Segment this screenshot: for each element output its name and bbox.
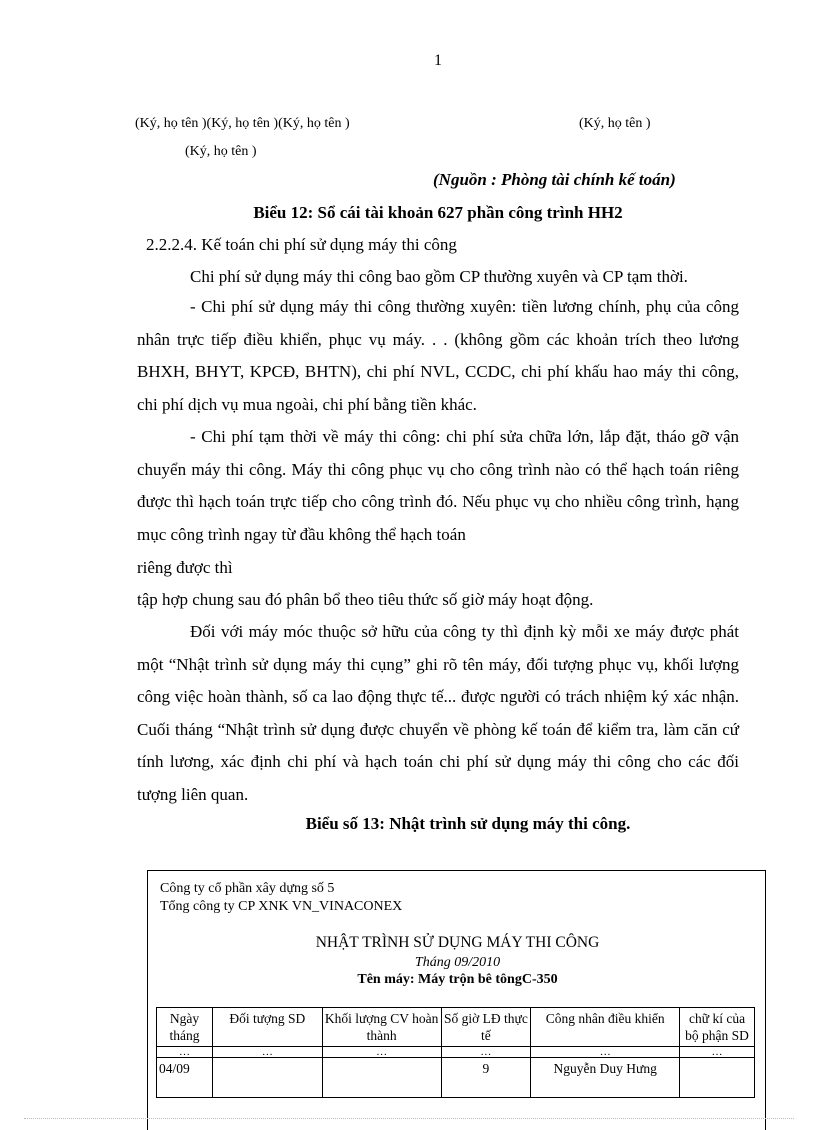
- company-name: Công ty cổ phần xây dựng số 5: [160, 881, 335, 896]
- table13-caption: Biểu số 13: Nhật trình sử dụng máy thi công.: [305, 814, 631, 833]
- table-cell-signature: [680, 1058, 755, 1098]
- corporation-name: Tổng công ty CP XNK VN_VINACONEX: [160, 899, 403, 914]
- col-header-date: Ngày tháng: [157, 1008, 213, 1047]
- paragraph-ownership: Đối với máy móc thuộc sở hữu của công ty thì định kỳ mỗi xe máy được phát một “Nhật trình sử dụng máy thi cụng” ghi rõ tên máy, đối tượng phục vụ, khối lượng công việc hoàn thành, số ca lao động thực tế... được người có trách nhiệm ký xác nhận. Cuối tháng “Nhật trình sử dụng được chuyển về phòng kế toán để kiểm tra, làm căn cứ tính lương, xác định chi phí và hạch toán chi phí sử dụng máy thi công cho các đối tượng liên quan.: [137, 622, 739, 804]
- signature-row-second: (Ký, họ tên ): [185, 144, 257, 159]
- log-month: Tháng 09/2010: [414, 955, 501, 970]
- table-row: [157, 1058, 755, 1098]
- signature-row-right: (Ký, họ tên ): [579, 116, 651, 131]
- table-cell: …: [212, 1047, 322, 1058]
- table-cell: …: [157, 1047, 213, 1058]
- table-cell-object: [212, 1058, 322, 1098]
- intro-line: Chi phí sử dụng máy thi công bao gồm CP thường xuyên và CP tạm thời.: [190, 267, 688, 286]
- page-number: 1: [434, 52, 442, 69]
- table12-caption: Biểu 12: Sổ cái tài khoản 627 phần công trình HH2: [253, 203, 623, 222]
- section-heading: 2.2.2.4. Kế toán chi phí sử dụng máy thi công: [146, 235, 457, 254]
- table-cell: …: [680, 1047, 755, 1058]
- allocation-line: tập hợp chung sau đó phân bổ theo tiêu thức số giờ máy hoạt động.: [137, 590, 594, 609]
- paragraph-regular-costs: - Chi phí sử dụng máy thi công thường xuyên: tiền lương chính, phụ của công nhân trực tiếp điều khiển, phục vụ máy. . . (không gồm các khoản trích theo lương BHXH, BHYT, KPCĐ, BHTN), chi phí NVL, CCDC, chi phí khấu hao máy thi công, chi phí dịch vụ mua ngoài, chi phí bằng tiền khác.: [137, 297, 739, 414]
- table-cell-hours: 9: [441, 1058, 531, 1098]
- table-cell-operator: Nguyễn Duy Hưng: [531, 1058, 680, 1098]
- col-header-signature: chữ kí của bộ phận SD: [680, 1008, 755, 1047]
- col-header-hours: Số giờ LĐ thực tế: [441, 1008, 531, 1047]
- col-header-object: Đối tượng SD: [212, 1008, 322, 1047]
- table-cell: …: [441, 1047, 531, 1058]
- machine-log-table: [156, 1007, 755, 1098]
- page-bottom-divider: [24, 1118, 794, 1120]
- signature-row-left: (Ký, họ tên )(Ký, họ tên )(Ký, họ tên ): [135, 116, 350, 131]
- paragraph-temporary-tail: riêng được thì: [137, 558, 233, 577]
- log-title: NHẬT TRÌNH SỬ DỤNG MÁY THI CÔNG: [315, 934, 600, 951]
- table-header-row: [157, 1008, 755, 1047]
- table-cell-date: 04/09: [157, 1058, 213, 1098]
- col-header-operator: Công nhân điều khiển: [531, 1008, 680, 1047]
- source-note: (Nguồn : Phòng tài chính kế toán): [433, 170, 676, 189]
- table-cell: …: [322, 1047, 441, 1058]
- table-cell-volume: [322, 1058, 441, 1098]
- paragraph-temporary-costs: - Chi phí tạm thời về máy thi công: chi phí sửa chữa lớn, lắp đặt, tháo gỡ vận chuyển máy thi công. Máy thi công phục vụ cho công trình nào có thể hạch toán riêng được thì hạch toán trực tiếp cho công trình đó. Nếu phục vụ cho nhiều công trình, hạng mục công trình ngay từ đầu không thể hạch toán: [137, 427, 739, 544]
- col-header-volume: Khối lượng CV hoàn thành: [322, 1008, 441, 1047]
- table-row-ellipsis: [157, 1047, 755, 1058]
- table-cell: …: [531, 1047, 680, 1058]
- machine-log-form: [147, 870, 766, 1130]
- machine-name: Tên máy: Máy trộn bê tôngC-350: [357, 972, 558, 987]
